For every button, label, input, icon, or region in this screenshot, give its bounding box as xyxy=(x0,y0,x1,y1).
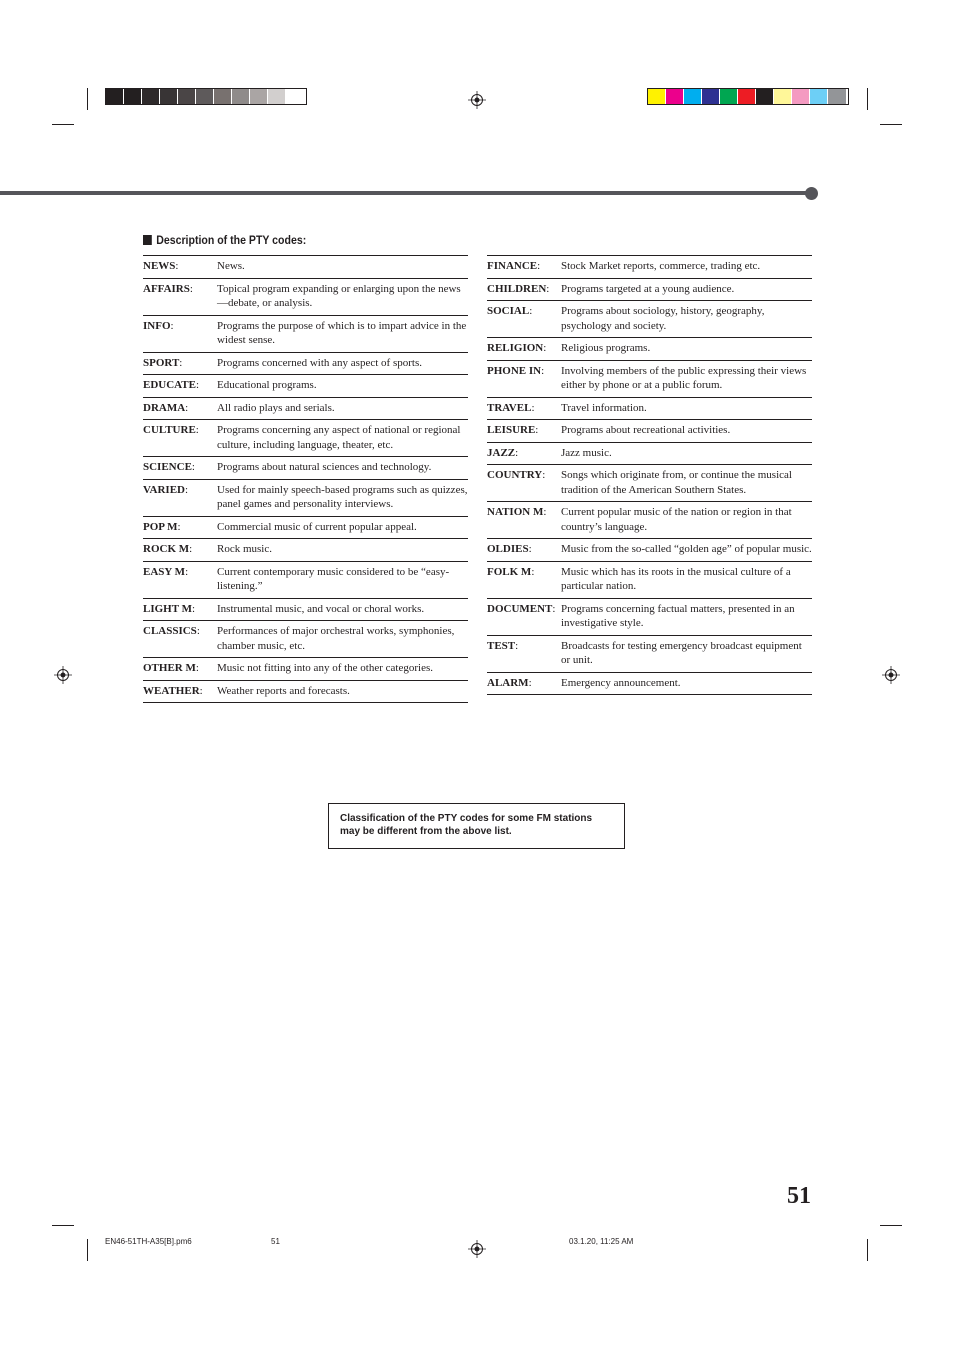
color-swatch xyxy=(268,89,286,104)
color-swatch xyxy=(232,89,250,104)
pty-code-description: Current contemporary music considered to be “easy-listening.” xyxy=(217,565,450,592)
crop-mark xyxy=(867,1239,868,1261)
pty-code-description: Educational programs. xyxy=(217,379,317,391)
pty-code-name: VARIED xyxy=(143,483,185,496)
pty-code-name: AFFAIRS xyxy=(143,282,190,295)
pty-code-row xyxy=(143,279,468,316)
color-swatch xyxy=(720,89,738,104)
footer-filename: EN46-51TH-A35[B].pm6 xyxy=(105,1237,192,1246)
pty-code-name: JAZZ xyxy=(487,446,516,459)
pty-code-row xyxy=(487,279,812,302)
registration-mark-icon xyxy=(468,1240,486,1258)
pty-code-description: Music not fitting into any of the other categories. xyxy=(217,662,433,674)
note-line-2: may be different from the above list. xyxy=(340,826,512,837)
color-swatch xyxy=(684,89,702,104)
crop-mark xyxy=(87,1239,88,1261)
registration-mark-icon xyxy=(882,666,900,684)
pty-code-description: Broadcasts for testing emergency broadcast equipment or unit. xyxy=(561,639,802,666)
header-rule xyxy=(0,191,812,195)
color-swatch xyxy=(214,89,232,104)
pty-code-row xyxy=(143,457,468,480)
color-swatch xyxy=(738,89,756,104)
pty-code-row xyxy=(143,562,468,599)
crop-mark xyxy=(867,88,868,110)
color-swatch xyxy=(124,89,142,104)
pty-code-term: INFO: xyxy=(143,319,174,332)
pty-code-term: FINANCE: xyxy=(487,260,541,272)
crop-mark xyxy=(52,124,74,125)
pty-code-description: Jazz music. xyxy=(561,446,612,459)
pty-code-row xyxy=(143,658,468,681)
pty-code-name: LIGHT M xyxy=(143,602,193,615)
pty-code-name: COUNTRY xyxy=(487,469,543,481)
pty-code-row xyxy=(143,480,468,517)
pty-code-name: DRAMA xyxy=(143,401,186,414)
color-calibration-bar xyxy=(647,88,849,105)
pty-code-description: Instrumental music, and vocal or choral works. xyxy=(217,602,425,615)
pty-code-description: Programs about recreational activities. xyxy=(561,424,731,436)
pty-code-description: Programs about natural sciences and technology. xyxy=(217,461,432,473)
pty-code-term: LEISURE: xyxy=(487,424,539,436)
pty-code-term: DOCUMENT: xyxy=(487,602,556,615)
pty-code-row xyxy=(487,599,812,636)
crop-mark xyxy=(880,1225,902,1226)
pty-code-term: CULTURE: xyxy=(143,424,199,436)
pty-code-row xyxy=(487,502,812,539)
pty-code-term: AFFAIRS: xyxy=(143,282,193,295)
pty-code-description: News. xyxy=(217,260,245,272)
color-swatch xyxy=(160,89,178,104)
pty-code-description: Current popular music of the nation or region in that country’s language. xyxy=(561,506,792,533)
pty-code-name: EDUCATE xyxy=(143,379,196,391)
pty-code-name: PHONE IN xyxy=(487,364,542,377)
pty-code-term: NEWS: xyxy=(143,260,179,272)
pty-code-row xyxy=(487,301,812,338)
color-swatch xyxy=(702,89,720,104)
pty-code-name: ALARM xyxy=(487,676,529,689)
pty-code-description: Rock music. xyxy=(217,543,272,555)
pty-code-description: Programs concerning factual matters, presented in an investigative style. xyxy=(561,602,795,629)
pty-code-description: Commercial music of current popular appeal. xyxy=(217,520,417,533)
pty-code-name: INFO xyxy=(143,319,171,332)
pty-code-term: WEATHER: xyxy=(143,684,203,697)
pty-code-name: WEATHER xyxy=(143,684,200,697)
pty-code-description: Weather reports and forecasts. xyxy=(217,684,350,697)
pty-code-row xyxy=(143,599,468,622)
pty-code-description: Performances of major orchestral works, symphonies, chamber music, etc. xyxy=(217,625,455,652)
pty-code-name: FOLK M xyxy=(487,565,532,578)
pty-code-name: CHILDREN xyxy=(487,282,547,295)
color-swatch xyxy=(792,89,810,104)
note-line-1: Classification of the PTY codes for some FM stations xyxy=(340,813,593,824)
pty-code-row xyxy=(143,420,468,457)
pty-code-description: Programs concerned with any aspect of sports. xyxy=(217,356,422,369)
pty-code-term: SPORT: xyxy=(143,356,183,369)
pty-code-row xyxy=(143,539,468,562)
grayscale-calibration-bar xyxy=(105,88,307,105)
pty-code-term: CLASSICS: xyxy=(143,625,200,637)
pty-code-description: Topical program expanding or enlarging upon the news—debate, or analysis. xyxy=(217,282,461,309)
registration-mark-icon xyxy=(468,91,486,109)
pty-code-row xyxy=(487,443,812,466)
color-swatch xyxy=(286,89,304,104)
crop-mark xyxy=(87,88,88,110)
pty-code-description: Used for mainly speech-based programs such as quizzes, panel games and personality interviews. xyxy=(217,483,468,510)
pty-code-term: COUNTRY: xyxy=(487,469,546,481)
pty-code-name: FINANCE xyxy=(487,260,538,272)
pty-code-description: Programs about sociology, history, geography, psychology and society. xyxy=(561,305,765,332)
color-swatch xyxy=(666,89,684,104)
footer-page: 51 xyxy=(271,1237,280,1246)
pty-code-term: ROCK M: xyxy=(143,543,193,555)
pty-code-term: OTHER M: xyxy=(143,662,199,674)
color-swatch xyxy=(250,89,268,104)
page-number: 51 xyxy=(787,1183,811,1209)
pty-code-description: Travel information. xyxy=(561,401,647,414)
classification-note xyxy=(328,803,625,849)
pty-code-term: EASY M: xyxy=(143,565,189,578)
pty-code-term: LIGHT M: xyxy=(143,602,196,615)
pty-code-row xyxy=(487,562,812,599)
color-swatch xyxy=(648,89,666,104)
pty-code-description: Programs the purpose of which is to impart advice in the widest sense. xyxy=(217,319,467,346)
pty-code-term: DRAMA: xyxy=(143,401,189,414)
pty-code-description: Music which has its roots in the musical culture of a particular nation. xyxy=(561,565,791,592)
pty-code-term: OLDIES: xyxy=(487,543,532,555)
pty-code-term: SCIENCE: xyxy=(143,461,195,473)
pty-code-name: SOCIAL xyxy=(487,305,530,317)
pty-code-row xyxy=(487,673,812,696)
color-swatch xyxy=(828,89,846,104)
header-rule-end-dot xyxy=(805,187,818,200)
pty-code-term: POP M: xyxy=(143,520,181,533)
pty-code-description: Stock Market reports, commerce, trading etc. xyxy=(561,260,761,272)
pty-code-description: Programs concerning any aspect of national or regional culture, including language, theater, etc. xyxy=(217,424,461,451)
registration-mark-icon xyxy=(54,666,72,684)
pty-code-description: Religious programs. xyxy=(561,342,651,354)
pty-code-name: EASY M xyxy=(143,565,186,578)
pty-code-name: TEST xyxy=(487,639,516,652)
section-heading xyxy=(143,233,306,247)
pty-code-name: TRAVEL xyxy=(487,401,532,414)
pty-code-term: FOLK M: xyxy=(487,565,535,578)
color-swatch xyxy=(142,89,160,104)
footer-timestamp: 03.1.20, 11:25 AM xyxy=(569,1237,634,1246)
pty-code-term: TEST: xyxy=(487,639,519,652)
pty-code-name: POP M xyxy=(143,520,178,533)
pty-code-row xyxy=(143,256,468,279)
pty-code-row xyxy=(143,681,468,704)
pty-code-row xyxy=(487,398,812,421)
section-heading-text: Description of the PTY codes: xyxy=(156,233,307,247)
pty-code-row xyxy=(143,353,468,376)
pty-code-row xyxy=(143,398,468,421)
pty-code-row xyxy=(487,338,812,361)
pty-code-name: SPORT xyxy=(143,356,180,369)
pty-code-name: OLDIES xyxy=(487,543,529,555)
pty-codes-left-column xyxy=(143,255,468,703)
square-bullet-icon xyxy=(143,235,152,245)
pty-code-name: DOCUMENT xyxy=(487,602,553,615)
pty-code-name: ROCK M xyxy=(143,543,190,555)
pty-code-name: CULTURE xyxy=(143,424,196,436)
color-swatch xyxy=(178,89,196,104)
pty-codes-right-column xyxy=(487,255,812,695)
color-swatch xyxy=(774,89,792,104)
pty-code-term: PHONE IN: xyxy=(487,364,545,377)
pty-code-description: Involving members of the public expressing their views either by phone or at a public forum. xyxy=(561,364,807,391)
pty-code-description: All radio plays and serials. xyxy=(217,401,335,414)
color-swatch xyxy=(756,89,774,104)
pty-code-name: RELIGION xyxy=(487,342,544,354)
pty-code-term: SOCIAL: xyxy=(487,305,533,317)
pty-code-term: JAZZ: xyxy=(487,446,519,459)
pty-code-description: Music from the so-called “golden age” of popular music. xyxy=(561,543,812,555)
pty-code-row xyxy=(143,621,468,658)
pty-code-term: VARIED: xyxy=(143,483,189,496)
pty-code-name: OTHER M xyxy=(143,662,196,674)
crop-mark xyxy=(880,124,902,125)
pty-code-row xyxy=(487,420,812,443)
pty-code-row xyxy=(143,316,468,353)
pty-code-row xyxy=(487,256,812,279)
pty-code-description: Songs which originate from, or continue the musical tradition of the American Southern States. xyxy=(561,469,792,496)
color-swatch xyxy=(810,89,828,104)
pty-code-row xyxy=(487,465,812,502)
pty-code-row xyxy=(143,375,468,398)
pty-code-name: LEISURE xyxy=(487,424,536,436)
pty-code-term: TRAVEL: xyxy=(487,401,535,414)
pty-code-row xyxy=(487,539,812,562)
pty-code-name: NEWS xyxy=(143,260,176,272)
pty-code-name: SCIENCE xyxy=(143,461,192,473)
pty-code-name: CLASSICS xyxy=(143,625,197,637)
pty-code-name: NATION M xyxy=(487,506,544,518)
pty-code-term: ALARM: xyxy=(487,676,532,689)
pty-code-row xyxy=(143,517,468,540)
color-swatch xyxy=(196,89,214,104)
pty-code-description: Emergency announcement. xyxy=(561,676,681,689)
pty-code-term: CHILDREN: xyxy=(487,282,550,295)
pty-code-description: Programs targeted at a young audience. xyxy=(561,282,735,295)
pty-code-term: RELIGION: xyxy=(487,342,547,354)
color-swatch xyxy=(106,89,124,104)
pty-code-term: NATION M: xyxy=(487,506,547,518)
pty-code-term: EDUCATE: xyxy=(143,379,200,391)
pty-code-row xyxy=(487,636,812,673)
pty-code-row xyxy=(487,361,812,398)
crop-mark xyxy=(52,1225,74,1226)
